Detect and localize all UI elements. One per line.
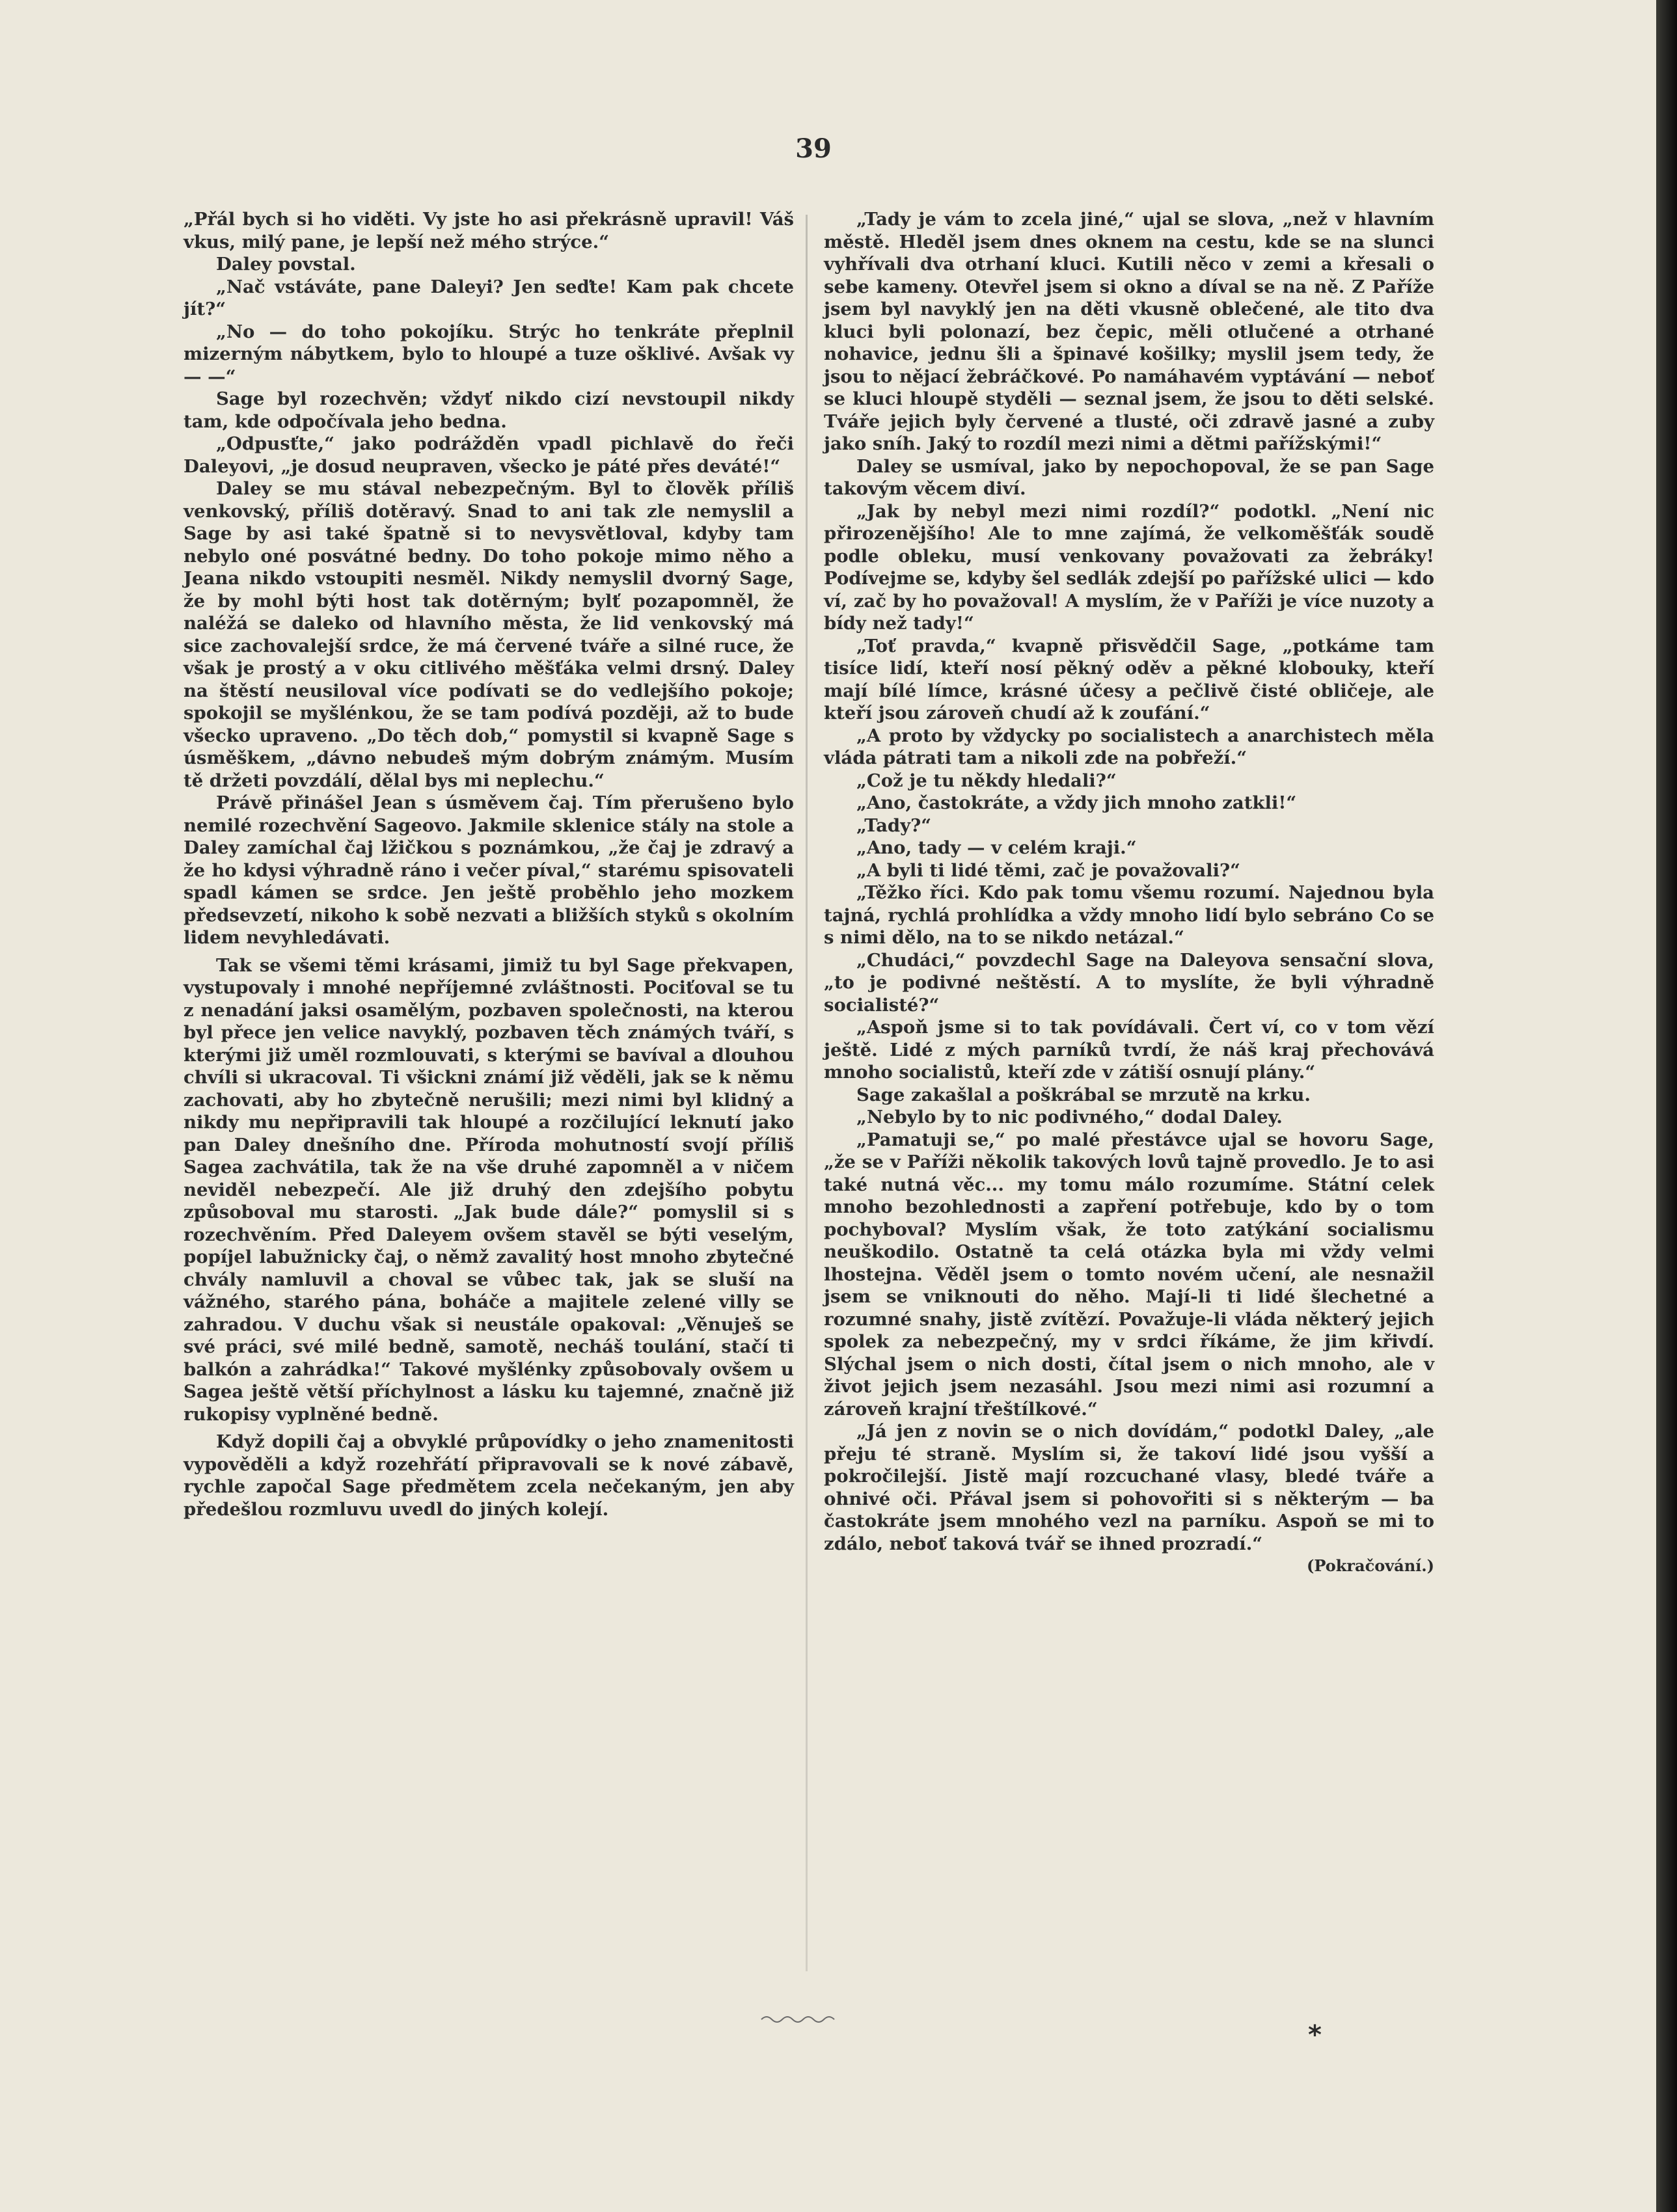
end-asterisk: * [1308, 2020, 1322, 2050]
paragraph: „Což je tu někdy hledali?“ [856, 770, 1117, 791]
paragraph: „Nebylo by to nic podivného,“ dodal Daley. [856, 1107, 1283, 1127]
page-number: 39 [795, 133, 832, 164]
paragraph: Právě přinášel Jean s úsměvem čaj. Tím přerušeno bylo nemilé rozechvění Sageovo. Jakmile sklenice stály na stole a Daley zamíchal čaj lžičkou s poznámkou, „že čaj je zdravý a že ho kdysi výhradně ráno i večer píval,“ starému spisovateli spadl kámen se srdce. Jen ještě proběhlo jeho mozkem předsevzetí, nikoho k sobě nezvati a bližších styků s okolním lidem nevyhledávati. [184, 792, 794, 948]
left-text-column [184, 208, 794, 1520]
paragraph: Daley povstal. [216, 254, 356, 275]
paragraph: „Toť pravda,“ kvapně přisvědčil Sage, „potkáme tam tisíce lidí, kteří nosí pěkný oděv a pěkné klobouky, kteří mají bílé límce, krásné účesy a pečlivě čisté obličeje, ale kteří jsou zároveň chudí až k zoufání.“ [824, 635, 1434, 723]
column-divider [806, 215, 808, 1971]
paragraph: Tak se všemi těmi krásami, jimiž tu byl Sage překvapen, vystupovaly i mnohé nepříjemné zvláštnosti. Pociťoval se tu z nenadání jaksi osamělým, pozbaven společnosti, na kterou byl přece jen velice navyklý, pozbaven těch známých tváří, s kterými již uměl rozmlouvati, s kterými se bavíval a dlouhou chvíli si ukracoval. Ti všickni známí již věděli, jak se k němu zachovati, aby ho zbytečně nerušili; mezi nimi byl klidný a nikdy mu nepřipravili tak hloupé a rozčilující leknutí jako pan Daley dnešního dne. Příroda mohutností svojí příliš Sagea zachvátila, tak že na vše druhé zapomněl a v ničem neviděl nebezpečí. Ale již druhý den zdejšího pobytu způsoboval mu starosti. „Jak bude dále?“ pomyslil si s rozechvěním. Před Daleyem ovšem stavěl se býti veselým, popíjel labužnicky čaj, o němž zavalitý host mnoho zbytečné chvály namluvil a choval se vůbec tak, jak se sluší na vážného, starého pána, boháče a majitele zelené villy se zahradou. V duchu však si neustále opakoval: „Věnuješ se své práci, své milé bedně, samotě, necháš toulání, stačí ti balkón a zahrádka!“ Takové myšlénky způsobovaly ovšem u Sagea ještě větší příchylnost a lásku ku tajemné, značně již rukopisy vyplněné bedně. [184, 954, 794, 1425]
paragraph: „No — do toho pokojíku. Strýc ho tenkráte přeplnil mizerným nábytkem, bylo to hloupé a tuze ošklivé. Avšak vy — —“ [184, 321, 794, 387]
paragraph: „Ano, častokráte, a vždy jich mnoho zatkli!“ [856, 792, 1297, 813]
paragraph: „A proto by vždycky po socialistech a anarchistech měla vláda pátrati tam a nikoli zde na pobřeží.“ [824, 725, 1434, 768]
paragraph: „Odpusťte,“ jako podrážděn vpadl pichlavě do řeči Daleyovi, „je dosud neupraven, všecko je páté přes deváté!“ [184, 433, 794, 477]
paragraph: „Nač vstáváte, pane Daleyi? Jen seďte! Kam pak chcete jít?“ [184, 276, 794, 319]
paragraph: Daley se mu stával nebezpečným. Byl to člověk příliš venkovský, příliš dotěravý. Snad to ani tak zle nemyslil a Sage by asi také špatně si to nevysvětloval, kdyby tam nebylo oné posvátné bedny. Do toho pokoje mimo něho a Jeana nikdo vstoupiti nesměl. Nikdy nemyslil dvorný Sage, že by mohl býti host tak dotěrným; bylť pozapomněl, že naléžá se daleko od hlavního města, že lid venkovský má sice zachovalejší srdce, že má červené tváře a silné ruce, že však je prostý a v oku citlivého měšťáka velmi drsný. Daley na štěstí neusiloval více podívati se do vedlejšího pokoje; spokojil se myšlénkou, že se tam podívá později, až to bude všecko upraveno. „Do těch dob,“ pomystil si kvapně Sage s úsměškem, „dávno nebudeš mým dobrým známým. Musím tě držeti povzdálí, dělal bys mi neplechu.“ [184, 478, 794, 791]
right-text-column [824, 208, 1434, 1578]
paragraph: „A byli ti lidé těmi, zač je považovali?“ [856, 859, 1240, 881]
paragraph: Sage zakašlal a poškrábal se mrzutě na krku. [856, 1084, 1311, 1105]
paragraph: Daley se usmíval, jako by nepochopoval, že se pan Sage takovým věcem diví. [824, 455, 1434, 499]
paragraph: „Já jen z novin se o nich dovídám,“ podotkl Daley, „ale přeju té straně. Myslím si, že takoví lidé jsou vyšší a pokročilejší. Jistě mají rozcuchané vlasy, bledé tváře a ohnivé oči. Přával jsem si pohovořiti si s některým — ba častokráte jsem mnohého vezl na parníku. Aspoň se mi to zdálo, neboť taková tvář se ihned prozradí.“ [824, 1421, 1434, 1554]
paragraph: „Ano, tady — v celém kraji.“ [856, 837, 1137, 858]
continued-label: (Pokračování.) [1307, 1556, 1434, 1575]
paragraph: „Tady?“ [856, 815, 932, 836]
paragraph: „Pamatuji se,“ po malé přestávce ujal se hovoru Sage, „že se v Paříži několik takových lovů tajně provedlo. Je to asi také nutná věc... my tomu málo rozumíme. Státní celek mnoho bezohlednosti a zapření potřebuje, kdo by o tom pochyboval? Myslím však, že toto zatýkání socialismu neuškodilo. Ostatně ta celá otázka byla mi vždy velmi lhostejna. Věděl jsem o tomto novém učení, ale nesnažil jsem se vniknouti do něho. Mají-li ti lidé šlechetné a rozumné snahy, jistě zvítězí. Považuje-li vláda některý jejich spolek za nebezpečný, my v srdci říkáme, že jim křivdí. Slýchal jsem o nich dosti, čítal jsem o nich mnoho, ale v život jejich jsem nezasáhl. Jsou mezi nimi asi rozumní a zároveň krajní třeštílkové.“ [824, 1129, 1434, 1420]
paragraph: „Tady je vám to zcela jiné,“ ujal se slova, „než v hlavním městě. Hleděl jsem dnes oknem na cestu, kde se na slunci vyhřívali dva otrhaní kluci. Kutili něco v zemi a křesali o sebe kameny. Otevřel jsem si okno a díval se na ně. Z Paříže jsem byl navyklý jen na děti vkusně oblečené, ale tito dva kluci byli polonazí, bez čepic, měli otlučené a otrhané nohavice, jednu šli a špinavé košilky; myslil jsem tedy, že jsou to nějací žebráčkové. Po namáhavém vyptávání — neboť se kluci hloupě styděli — seznal jsem, že jsou to děti selské. Tváře jejich byly červené a tlusté, oči zdravě jasné a zuby jako sníh. Jaký to rozdíl mezi nimi a dětmi pařížskými!“ [824, 209, 1434, 454]
paragraph: „Jak by nebyl mezi nimi rozdíl?“ podotkl. „Není nic přirozenějšího! Ale to mne zajímá, že velkoměšťák soudě podle obleku, musí venkovany považovati za žebráky! Podívejme se, kdyby šel sedlák zdejší po pařížské ulici — kdo ví, zač by ho považoval! A myslím, že v Paříži je více nuzoty a bídy než tady!“ [824, 500, 1434, 634]
paragraph: „Přál bych si ho viděti. Vy jste ho asi překrásně upravil! Váš vkus, milý pane, je lepší než mého strýce.“ [184, 209, 794, 252]
paragraph: „Aspoň jsme si to tak povídávali. Čert ví, co v tom vězí ještě. Lidé z mých parníků tvrdí, že náš kraj přechovává mnoho socialistů, kteří zde v zátiší osnují plány.“ [824, 1017, 1434, 1083]
paragraph: „Chudáci,“ povzdechl Sage na Daleyova sensační slova, „to je podivné neštěstí. A to myslíte, že byli výhradně socialisté?“ [824, 949, 1434, 1016]
paragraph: Když dopili čaj a obvyklé průpovídky o jeho znamenitosti vypověděli a když rozehřátí připravovali se k nové zábavě, rychle započal Sage předmětem zcela nečekaným, jen aby předešlou rozmluvu uvedl do jiných kolejí. [184, 1431, 794, 1520]
paragraph: Sage byl rozechvěn; vždyť nikdo cizí nevstoupil nikdy tam, kde odpočívala jeho bedna. [184, 388, 794, 432]
paragraph: „Těžko říci. Kdo pak tomu všemu rozumí. Najednou byla tajná, rychlá prohlídka a vždy mnoho lidí bylo sebráno Co se s nimi dělo, na to se nikdo netázal.“ [824, 882, 1434, 948]
page-edge-shadow [1656, 0, 1677, 2212]
wave-ornament [760, 2012, 838, 2025]
